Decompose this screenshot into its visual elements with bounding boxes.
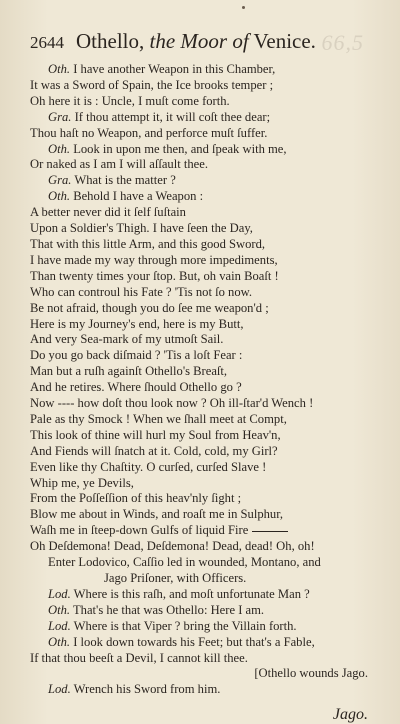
text-line — [30, 619, 370, 635]
line-text: Whip me, ye Devils, — [30, 475, 134, 490]
line-text: It was a Sword of Spain, the Ice brooks temper ; — [30, 77, 274, 92]
line-text: Be not afraid, though you do ſee me weapon'd ; — [30, 300, 269, 315]
line-text: [Othello wounds Jago. — [254, 666, 368, 681]
running-header — [30, 28, 370, 54]
title-end: Venice. — [253, 29, 316, 53]
text-line — [30, 317, 370, 333]
text-line — [30, 587, 370, 603]
library-stamp: 66,5 — [321, 30, 364, 55]
line-text: Upon a Soldier's Thigh. I have ſeen the Day, — [30, 221, 253, 236]
speaker-name: Gra. — [48, 173, 72, 188]
text-line — [30, 173, 370, 189]
line-text: If thou attempt it, it will coſt thee dear; — [71, 109, 271, 124]
text-line — [30, 380, 370, 396]
text-line — [30, 332, 370, 348]
line-text: Than twenty times your ſtop. But, oh vain Boaſt ! — [30, 268, 279, 283]
line-text: That with this little Arm, and this good Sword, — [30, 236, 266, 251]
ink-speck — [242, 6, 245, 9]
line-text: Man but a ruſh againſt Othello's Breaſt, — [30, 364, 228, 379]
text-line — [30, 348, 370, 364]
text-line — [30, 571, 370, 587]
play-text — [30, 62, 370, 698]
line-text: What is the matter ? — [71, 173, 176, 188]
text-line — [30, 412, 370, 428]
text-line — [30, 635, 370, 651]
text-line — [30, 253, 370, 269]
line-text: Or naked as I am I will aſſault thee. — [30, 157, 208, 172]
speaker-name: Oth. — [48, 62, 71, 76]
speaker-name: Oth. — [48, 602, 71, 617]
text-line — [30, 364, 370, 380]
line-text: Where is this raſh, and moſt unfortunate Man ? — [70, 586, 310, 601]
catchword: Jago. — [332, 706, 368, 724]
line-text: Even like thy Chaſtity. O curſed, curſed Slave ! — [30, 459, 267, 474]
line-text: I have made my way through more impediments, — [30, 252, 278, 267]
line-text: Oh Deſdemona! Dead, Deſdemona! Dead, dead! Oh, oh! — [30, 539, 315, 554]
text-line — [30, 157, 370, 173]
title-plain: Othello, — [76, 29, 145, 53]
line-text: Do you go back diſmaid ? 'Tis a loſt Fear : — [30, 348, 243, 363]
line-text: Blow me about in Winds, and roaſt me in Sulphur, — [30, 507, 284, 522]
text-line — [30, 94, 370, 110]
line-text: Oh here it is : Uncle, I muſt come forth. — [30, 93, 230, 108]
line-text: Now ---- how doſt thou look now ? Oh ill-ſtar'd Wench ! — [30, 396, 314, 411]
line-text: Here is my Journey's end, here is my Butt, — [30, 316, 244, 331]
text-line — [30, 205, 370, 221]
em-rule — [252, 531, 288, 532]
text-line — [30, 491, 370, 507]
speaker-name: Lod. — [48, 682, 71, 697]
line-text: A better never did it ſelf ſuſtain — [30, 205, 186, 220]
text-line — [30, 110, 370, 126]
line-text: I have another Weapon in this Chamber, — [70, 62, 276, 76]
speaker-name: Oth. — [48, 634, 71, 649]
text-line — [30, 237, 370, 253]
line-text: Wrench his Sword from him. — [70, 682, 221, 697]
line-text: Look in upon me then, and ſpeak with me, — [70, 141, 287, 156]
text-line — [30, 189, 370, 205]
text-line — [30, 221, 370, 237]
text-line — [30, 666, 370, 682]
text-line — [30, 142, 370, 158]
text-line — [30, 523, 370, 539]
line-text: Thou haſt no Weapon, and perforce muſt ſuffer. — [30, 125, 268, 140]
line-text: And Fiends will ſnatch at it. Cold, cold, my Girl? — [30, 443, 278, 458]
line-text: This look of thine will hurl my Soul from Heav'n, — [30, 427, 281, 442]
text-line — [30, 301, 370, 317]
text-line — [30, 396, 370, 412]
text-line — [30, 476, 370, 492]
text-line — [30, 78, 370, 94]
line-text: And very Sea-mark of my utmoſt Sail. — [30, 332, 224, 347]
text-line — [30, 285, 370, 301]
speaker-name: Oth. — [48, 189, 71, 204]
text-line — [30, 62, 370, 78]
text-line — [30, 555, 370, 571]
page-number: 2644 — [30, 33, 64, 52]
speaker-name: Oth. — [48, 141, 71, 156]
speaker-name: Lod. — [48, 586, 71, 601]
line-text: Behold I have a Weapon : — [70, 189, 204, 204]
text-line — [30, 507, 370, 523]
line-text: That's he that was Othello: Here I am. — [70, 602, 265, 617]
line-text: Jago Priſoner, with Officers. — [104, 571, 247, 585]
text-line — [30, 428, 370, 444]
line-text: Who can controul his Fate ? 'Tis not ſo now. — [30, 284, 253, 299]
text-line — [30, 603, 370, 619]
title-italic: the Moor of — [149, 29, 249, 53]
text-line — [30, 539, 370, 555]
text-line — [30, 126, 370, 142]
line-text: And he retires. Where ſhould Othello go ? — [30, 380, 242, 395]
text-line — [30, 444, 370, 460]
line-text: I look down towards his Feet; but that's a Fable, — [70, 634, 315, 649]
line-text: Waſh me in ſteep-down Gulfs of liquid Fire — [30, 523, 249, 538]
text-line — [30, 269, 370, 285]
line-text: From the Poſſeſſion of this heav'nly ſight ; — [30, 491, 242, 506]
speaker-name: Gra. — [48, 109, 72, 124]
text-line — [30, 460, 370, 476]
text-line — [30, 651, 370, 667]
line-text: If that thou beeſt a Devil, I cannot kill thee. — [30, 650, 248, 665]
line-text: Enter Lodovico, Caſſio led in wounded, Montano, and — [48, 555, 321, 570]
running-title — [76, 28, 316, 54]
speaker-name: Lod. — [48, 618, 71, 633]
line-text: Pale as thy Smock ! When we ſhall meet at Compt, — [30, 411, 287, 426]
text-line — [30, 682, 370, 698]
line-text: Where is that Viper ? bring the Villain forth. — [70, 618, 297, 633]
